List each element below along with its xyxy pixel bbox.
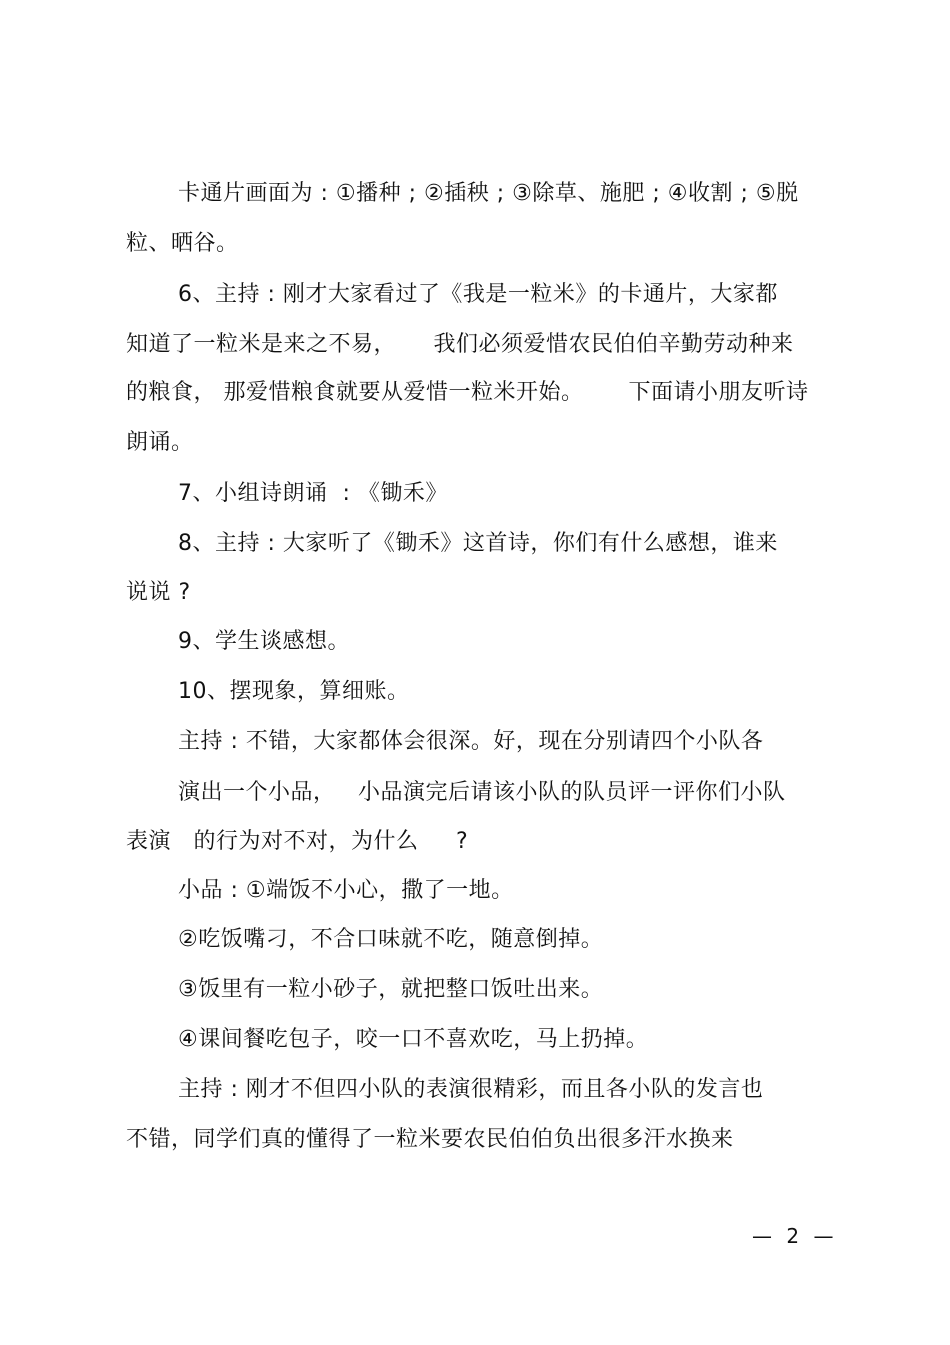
text-line: 卡通片画面为 : ①播种 ; ②插秧 ; ③除草、施肥 ; ④收割 ; ⑤脱 [178, 181, 799, 206]
text-line: 知道了一粒米是来之不易， 我们必须爱惜农民伯伯辛勤劳动种来 [126, 332, 794, 357]
text-line: 9、学生谈感想。 [178, 629, 350, 654]
text-line: 8、主持 : 大家听了《锄禾》这首诗，你们有什么感想，谁来 [178, 531, 778, 556]
text-line: 说说 ? [126, 580, 191, 605]
text-line: 小品 : ①端饭不小心，撒了一地。 [178, 878, 514, 903]
text-line: ④课间餐吃包子，咬一口不喜欢吃，马上扔掉。 [178, 1027, 649, 1052]
text-line: ③饭里有一粒小砂子，就把整口饭吐出来。 [178, 977, 604, 1002]
text-line: 主持 : 刚才不但四小队的表演很精彩，而且各小队的发言也 [178, 1077, 764, 1102]
text-line: 朗诵。 [126, 430, 194, 455]
text-line: 10、摆现象，算细账。 [178, 679, 410, 704]
page-number: — 2 — [752, 1224, 838, 1248]
text-line: 演出一个小品， 小品演完后请该小队的队员评一评你们小队 [178, 780, 786, 805]
text-line: 粒、晒谷。 [126, 231, 239, 256]
text-line: ②吃饭嘴刁，不合口味就不吃，随意倒掉。 [178, 927, 604, 952]
text-line: 6、主持 : 刚才大家看过了《我是一粒米》的卡通片，大家都 [178, 282, 778, 307]
text-line: 7、小组诗朗诵 : 《锄禾》 [178, 481, 448, 506]
text-line: 主持 : 不错，大家都体会很深。好，现在分别请四个小队各 [178, 729, 764, 754]
text-line: 表演 的行为对不对，为什么 ? [126, 829, 469, 854]
text-line: 不错，同学们真的懂得了一粒米要农民伯伯负出很多汗水换来 [126, 1127, 734, 1152]
text-line: 的粮食， 那爱惜粮食就要从爱惜一粒米开始。 下面请小朋友听诗 [126, 380, 809, 405]
